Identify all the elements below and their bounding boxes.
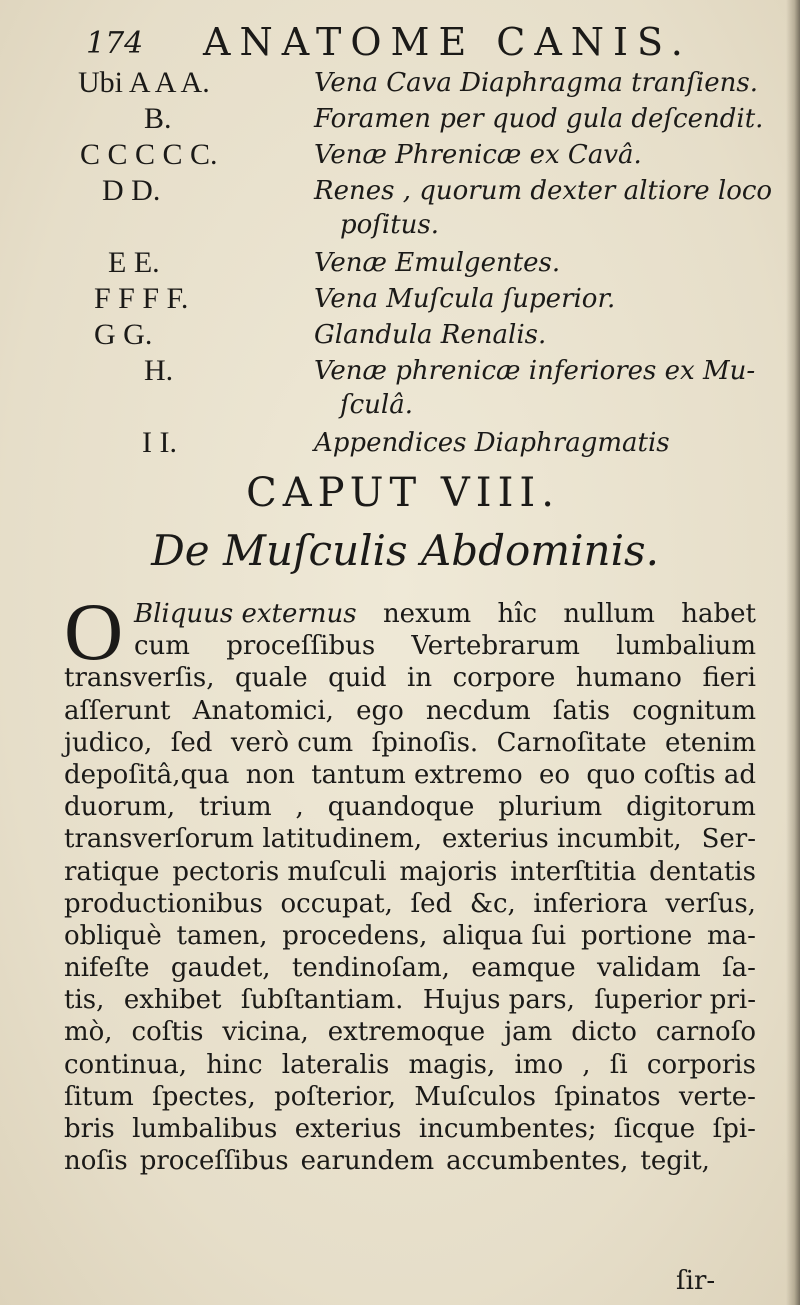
word: ſuperior pri- xyxy=(594,985,756,1016)
text-line xyxy=(64,1113,756,1145)
word: lumbalibus xyxy=(132,1114,278,1144)
word: corporis xyxy=(646,1049,756,1080)
word: dentatis xyxy=(649,856,756,887)
text-line xyxy=(64,1049,756,1081)
word: eo xyxy=(538,759,570,790)
text-line xyxy=(64,920,756,952)
text-line xyxy=(64,791,756,823)
text-line xyxy=(64,727,756,759)
word: tamen, xyxy=(176,920,268,951)
legend-row-continuation xyxy=(78,390,778,426)
word: validam xyxy=(597,953,701,984)
legend-row xyxy=(78,282,778,318)
legend-row xyxy=(78,174,778,210)
legend-key: H. xyxy=(144,354,174,387)
word: inferiora xyxy=(533,888,648,919)
word: transverſorum latitudinem, xyxy=(64,824,423,855)
word: Anatomici, xyxy=(192,695,334,726)
word: corpore xyxy=(452,663,556,694)
word: lumbalium xyxy=(616,631,756,662)
word: lateralis xyxy=(281,1049,390,1080)
word: exhibet xyxy=(123,985,222,1016)
word: continua, xyxy=(64,1049,187,1080)
word: noſis xyxy=(64,1146,128,1177)
legend-description: Foramen per quod gula deſcendit. xyxy=(314,104,764,134)
word: ſicque xyxy=(613,1114,696,1144)
word: aſſerunt xyxy=(64,695,171,726)
word: ſpinatos xyxy=(554,1081,661,1112)
word: mò, xyxy=(64,1017,113,1048)
word: hinc xyxy=(206,1049,263,1080)
word: trium xyxy=(199,792,272,823)
legend-description: Appendices Diaphragmatis xyxy=(314,428,670,458)
legend-description: Venæ phrenicæ inferiores ex Mu- xyxy=(314,356,756,386)
legend-description: Glandula Renalis. xyxy=(314,320,547,350)
page-edge-shadow xyxy=(786,0,800,1305)
word: nullum xyxy=(563,599,655,629)
word: ſubſtantiam. xyxy=(240,985,404,1016)
legend-row xyxy=(78,102,778,138)
word: earundem xyxy=(300,1146,435,1177)
text-line xyxy=(64,823,756,855)
word: Carnoſitate xyxy=(496,727,647,758)
text-line xyxy=(64,952,756,984)
word: quo coſtis ad xyxy=(586,759,756,790)
word: ego xyxy=(356,695,404,726)
word: plurium xyxy=(498,792,603,823)
legend-row xyxy=(78,318,778,354)
word: imo xyxy=(514,1049,564,1080)
word: jam xyxy=(504,1017,553,1048)
word: ma- xyxy=(707,920,756,951)
legend-key: I I. xyxy=(142,426,177,459)
legend-key: F F F F. xyxy=(94,282,189,315)
word: exterius incumbit, xyxy=(442,824,682,855)
word: quale xyxy=(235,663,308,694)
word: ſpinoſis. xyxy=(371,727,479,758)
word: etenim xyxy=(665,727,756,758)
text-line xyxy=(64,888,756,920)
word: Hujus pars, xyxy=(422,985,575,1016)
word: magis, xyxy=(408,1049,496,1080)
word: bris xyxy=(64,1114,115,1144)
text-line xyxy=(64,598,756,630)
word: judico, xyxy=(64,727,153,758)
word: necdum xyxy=(425,695,531,726)
word: tegit, xyxy=(640,1146,710,1177)
legend-description: Vena Cava Diaphragma tranſiens. xyxy=(314,68,758,98)
word: transverſis, xyxy=(64,663,215,694)
word: cum xyxy=(134,631,190,662)
word: ratique xyxy=(64,856,160,887)
word: majoris xyxy=(399,856,498,887)
word: proceſſibus xyxy=(139,1146,289,1177)
text-line xyxy=(64,759,756,791)
legend-row xyxy=(78,66,778,102)
legend-row xyxy=(78,138,778,174)
legend-key: E E. xyxy=(108,246,160,279)
word: pectoris muſculi xyxy=(172,856,387,887)
legend-row xyxy=(78,246,778,282)
word: exterius xyxy=(294,1114,402,1144)
word: verte- xyxy=(678,1081,756,1112)
word: Muſculos xyxy=(414,1081,536,1112)
word: carnoſo xyxy=(655,1017,756,1048)
word: verſus, xyxy=(665,888,756,919)
legend-key: C C C C C. xyxy=(80,138,218,171)
word: humano xyxy=(575,663,682,694)
word: quid xyxy=(328,663,387,694)
word: quandoque xyxy=(327,792,475,823)
word: tendinoſam, xyxy=(291,953,450,984)
word: digitorum xyxy=(626,792,756,823)
word: ſpi- xyxy=(712,1114,756,1144)
word: productionibus xyxy=(64,888,263,919)
legend-key: G G. xyxy=(94,318,153,351)
word: ſatis xyxy=(552,695,611,726)
word: dicto xyxy=(571,1017,637,1048)
chapter-heading: CAPUT VIII. xyxy=(246,470,560,516)
legend-key: D D. xyxy=(102,174,161,207)
word: ſpectes, xyxy=(152,1081,256,1112)
word: , xyxy=(295,792,304,823)
word: procedens, xyxy=(282,920,428,951)
word: portione xyxy=(580,920,693,951)
word: non xyxy=(245,759,295,790)
word: Vertebrarum xyxy=(411,631,580,662)
text-line xyxy=(64,662,756,694)
word: nexum xyxy=(382,599,472,629)
word: tis, xyxy=(64,985,105,1016)
page-header xyxy=(78,16,698,64)
legend-key: Ubi A A A. xyxy=(78,66,210,99)
text-line xyxy=(64,1145,756,1177)
word: ſitum xyxy=(64,1081,134,1112)
legend-row xyxy=(78,426,778,462)
word: nifeſte xyxy=(64,953,150,984)
catchword: ſir- xyxy=(676,1266,716,1296)
word: incumbentes; xyxy=(418,1114,597,1144)
word: poſterior, xyxy=(274,1081,397,1112)
word: Bliquus externus xyxy=(134,599,357,629)
body-text xyxy=(64,586,756,1177)
legend-row-continuation xyxy=(78,210,778,246)
word: ſed xyxy=(410,888,453,919)
word: ſed xyxy=(170,727,213,758)
chapter-title: De Muſculis Abdominis. xyxy=(151,526,659,575)
word: &c, xyxy=(469,888,516,919)
word: gaudet, xyxy=(170,953,271,984)
text-line xyxy=(64,984,756,1016)
word: cognitum xyxy=(632,695,756,726)
word: ſi xyxy=(609,1049,628,1080)
word: eamque xyxy=(471,953,576,984)
text-line xyxy=(64,695,756,727)
legend-row xyxy=(78,354,778,390)
word: aliqua ſui xyxy=(442,920,567,951)
word: depoſitâ,qua xyxy=(64,759,230,790)
legend-description: Renes , quorum dexter altiore loco xyxy=(314,176,773,206)
word: ſa- xyxy=(722,953,756,984)
word: proceſſibus xyxy=(226,631,376,662)
legend-description: Venæ Phrenicæ ex Cavâ. xyxy=(314,140,642,170)
page-number: 174 xyxy=(86,26,144,61)
figure-legend xyxy=(78,66,778,462)
word: duorum, xyxy=(64,792,176,823)
word: coſtis xyxy=(131,1017,204,1048)
word: accumbentes, xyxy=(446,1146,629,1177)
word: interſtitia xyxy=(510,856,637,887)
text-line xyxy=(64,1016,756,1048)
text-line xyxy=(64,630,756,662)
word: obliquè xyxy=(64,920,162,951)
legend-continuation: poſitus. xyxy=(340,210,440,240)
word: fieri xyxy=(702,663,756,694)
word: tantum extremo xyxy=(311,759,523,790)
word: verò cum xyxy=(230,727,354,758)
word: , xyxy=(582,1049,591,1080)
word: vicina, xyxy=(222,1017,309,1048)
word: occupat, xyxy=(280,888,393,919)
word: in xyxy=(407,663,433,694)
word: hîc xyxy=(497,599,538,629)
drop-capital: O xyxy=(64,586,124,677)
word: habet xyxy=(681,599,756,629)
word: extremoque xyxy=(327,1017,486,1048)
word: Ser- xyxy=(701,824,756,855)
text-line xyxy=(64,856,756,888)
legend-continuation: ſculâ. xyxy=(340,390,414,420)
legend-key: B. xyxy=(144,102,172,135)
text-line xyxy=(64,1081,756,1113)
running-title: ANATOME CANIS. xyxy=(203,20,692,64)
legend-description: Vena Muſcula ſuperior. xyxy=(314,284,616,314)
legend-description: Venæ Emulgentes. xyxy=(314,248,561,278)
